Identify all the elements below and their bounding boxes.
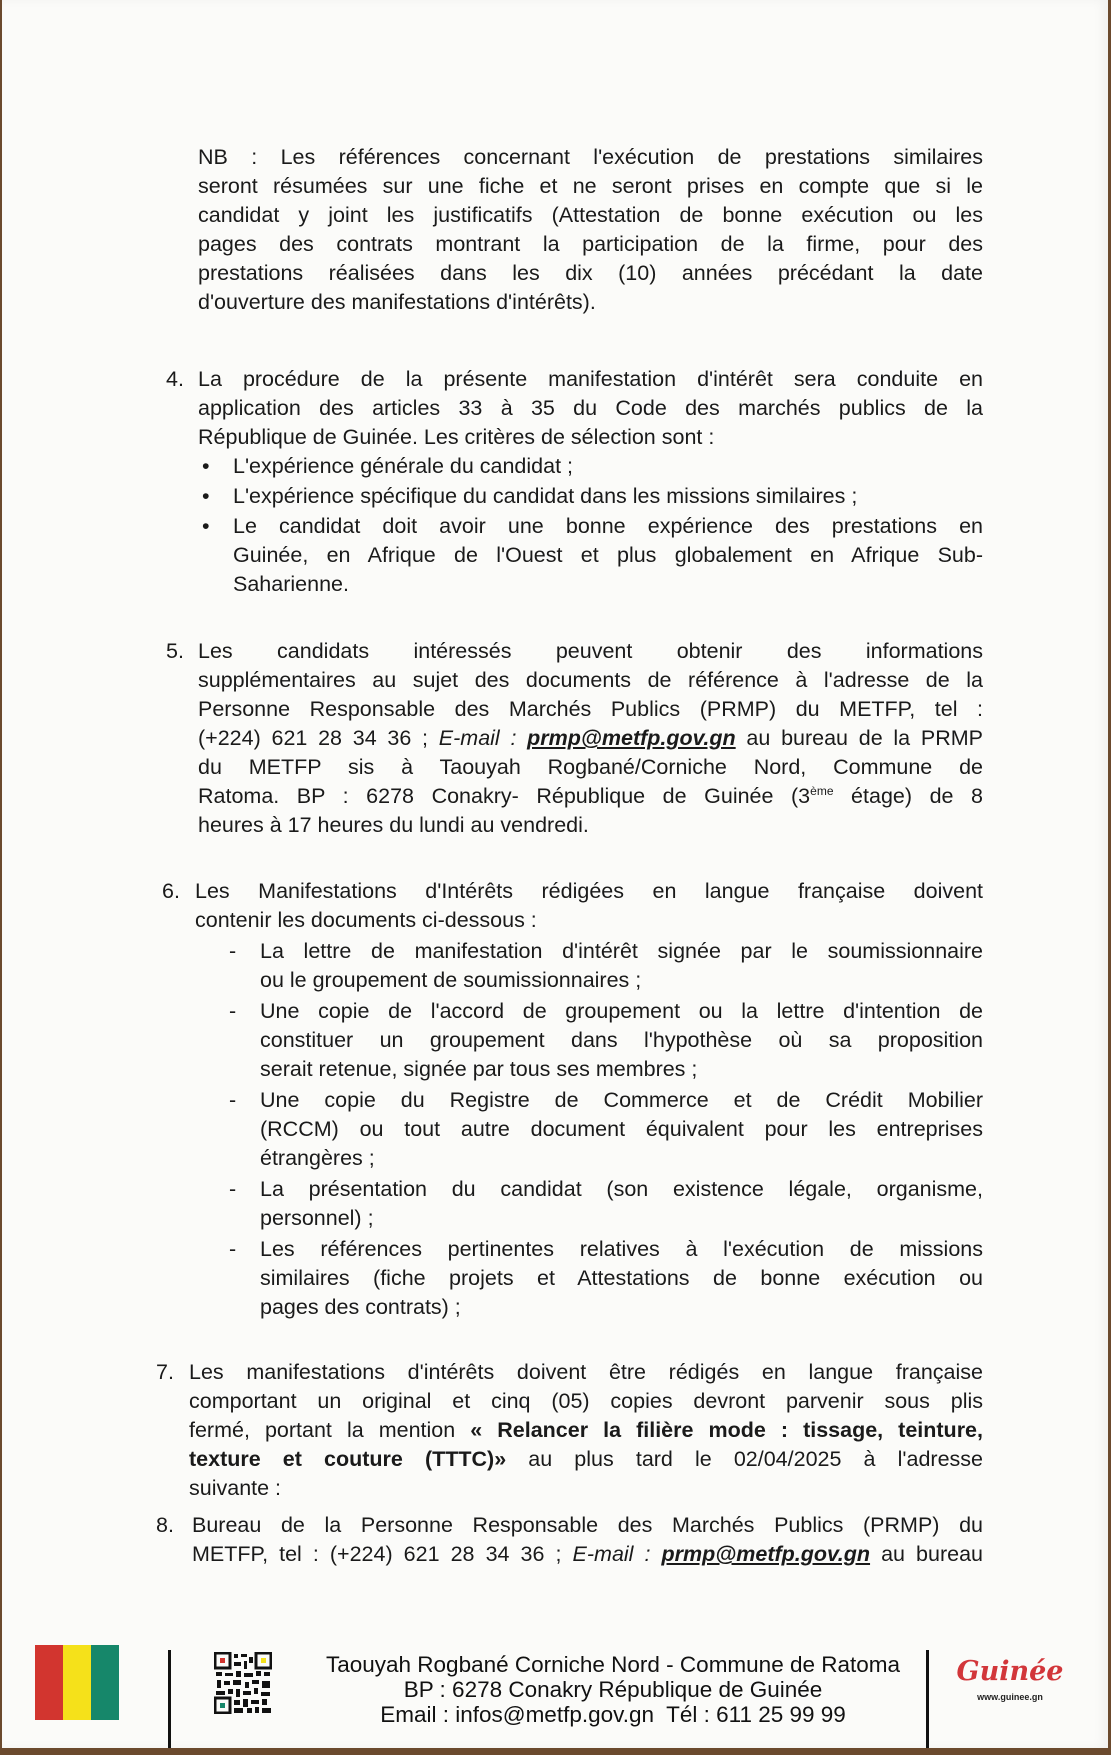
guinee-logo-text: Guinée xyxy=(956,1656,1064,1687)
item-5-line: Les candidats intéressés peuvent obtenir des informations xyxy=(198,639,983,663)
prmp-email-link[interactable]: prmp@metfp.gov.gn xyxy=(661,1542,871,1566)
dash-line: La lettre de manifestation d'intérêt signée par le soumissionnaire xyxy=(260,939,983,963)
document-body xyxy=(2,143,1108,1569)
bullet-line: L'expérience spécifique du candidat dans les missions similaires ; xyxy=(233,484,858,508)
qr-code-icon xyxy=(214,1652,272,1714)
item-6-dash-item xyxy=(195,997,983,1084)
nb-line: seront résumées sur une fiche et ne seront prises en compte que si le xyxy=(198,174,983,198)
dash-icon: - xyxy=(229,939,237,963)
item-7-number: 7. xyxy=(156,1360,174,1384)
dash-line: personnel) ; xyxy=(260,1206,374,1230)
flag-yellow-stripe xyxy=(63,1645,91,1720)
item-5-line: Personne Responsable des Marchés Publics (PRMP) du METFP, tel : xyxy=(198,697,983,721)
item-5-line xyxy=(198,724,983,753)
line-text: METFP, tel : (+224) 621 28 34 36 ; xyxy=(192,1542,573,1566)
bullet-icon: • xyxy=(202,484,210,508)
line-text: Ratoma. BP : 6278 Conakry- République de Guinée (3 xyxy=(198,784,811,808)
superscript: ème xyxy=(810,784,834,798)
item-6-dash-item xyxy=(195,1175,983,1233)
dash-line: constituer un groupement dans l'hypothèse où sa proposition xyxy=(260,1028,983,1052)
email-label: E-mail : xyxy=(572,1542,651,1566)
dash-line: (RCCM) ou tout autre document équivalent pour les entreprises xyxy=(260,1117,983,1141)
item-4-bullet xyxy=(198,452,983,481)
flag-green-stripe xyxy=(91,1645,119,1720)
dash-icon: - xyxy=(229,1237,237,1261)
dash-line: Une copie du Registre de Commerce et de Crédit Mobilier xyxy=(260,1088,983,1112)
mention-title: texture et couture (TTTC)» xyxy=(189,1447,507,1471)
item-4 xyxy=(166,365,983,599)
item-8-line: Bureau de la Personne Responsable des Marchés Publics (PRMP) du xyxy=(192,1513,983,1537)
mention-title: « Relancer la filière mode : tissage, teinture, xyxy=(470,1418,983,1442)
item-4-bullet xyxy=(198,482,983,511)
bullet-line: Le candidat doit avoir une bonne expérience des prestations en xyxy=(233,514,983,538)
bullet-line: L'expérience générale du candidat ; xyxy=(233,454,573,478)
item-6-number: 6. xyxy=(162,879,180,903)
flag-red-stripe xyxy=(35,1645,63,1720)
item-4-bullet xyxy=(198,512,983,599)
bullet-icon: • xyxy=(202,514,210,538)
dash-icon: - xyxy=(229,1177,237,1201)
nb-line: prestations réalisées dans les dix (10) années précédant la date xyxy=(198,261,983,285)
item-7-line: Les manifestations d'intérêts doivent être rédigés en langue française xyxy=(189,1360,983,1384)
item-6-dash-item xyxy=(195,1086,983,1173)
dash-line: Une copie de l'accord de groupement ou la lettre d'intention de xyxy=(260,999,983,1023)
bullet-line: Guinée, en Afrique de l'Ouest et plus globalement en Afrique Sub- xyxy=(233,543,983,567)
footer-address xyxy=(313,1652,913,1727)
item-4-number: 4. xyxy=(166,367,184,391)
item-8 xyxy=(156,1511,983,1569)
footer-divider xyxy=(926,1650,929,1748)
item-6-line: contenir les documents ci-dessous : xyxy=(195,908,537,932)
item-6 xyxy=(162,877,983,1322)
item-6-dash-item xyxy=(195,1235,983,1322)
document-page xyxy=(2,0,1108,1748)
guinee-logo-url[interactable]: www.guinee.gn xyxy=(977,1692,1043,1702)
nb-line: d'ouverture des manifestations d'intérêts). xyxy=(198,290,596,314)
phone-text: (+224) 621 28 34 36 ; xyxy=(198,726,439,750)
dash-line: La présentation du candidat (son existence légale, organisme, xyxy=(260,1177,983,1201)
nb-line: pages des contrats montrant la participation de la firme, pour des xyxy=(198,232,983,256)
item-5-line: du METFP sis à Taouyah Rogbané/Corniche Nord, Commune de xyxy=(198,755,983,779)
item-4-line: application des articles 33 à 35 du Code des marchés publics de la xyxy=(198,396,983,420)
nb-paragraph xyxy=(198,143,983,317)
footer-contact-line: Email : infos@metfp.gov.gn Tél : 611 25 99 99 xyxy=(380,1702,846,1727)
bullet-line: Saharienne. xyxy=(233,572,349,596)
line-text: fermé, portant la mention xyxy=(189,1418,471,1442)
item-7-line: comportant un original et cinq (05) copies devront parvenir sous plis xyxy=(189,1389,983,1413)
item-6-line: Les Manifestations d'Intérêts rédigées en langue française doivent xyxy=(195,879,983,903)
nb-line: candidat y joint les justificatifs (Attestation de bonne exécution ou les xyxy=(198,203,983,227)
line-text: au bureau de la PRMP xyxy=(735,726,983,750)
item-4-line: République de Guinée. Les critères de sélection sont : xyxy=(198,425,715,449)
item-8-line xyxy=(192,1540,983,1569)
item-5-line: supplémentaires au sujet des documents de référence à l'adresse de la xyxy=(198,668,983,692)
line-text: étage) de 8 xyxy=(833,784,983,808)
dash-line: pages des contrats) ; xyxy=(260,1295,461,1319)
item-5-number: 5. xyxy=(166,639,184,663)
dash-line: similaires (fiche projets et Attestations de bonne exécution ou xyxy=(260,1266,983,1290)
nb-line: NB : Les références concernant l'exécution de prestations similaires xyxy=(198,145,983,169)
item-7-line xyxy=(189,1416,983,1445)
line-text: au bureau xyxy=(870,1542,983,1566)
dash-line: étrangères ; xyxy=(260,1146,375,1170)
item-4-line: La procédure de la présente manifestation d'intérêt sera conduite en xyxy=(198,367,983,391)
item-5-line: heures à 17 heures du lundi au vendredi. xyxy=(198,813,589,837)
dash-icon: - xyxy=(229,999,237,1023)
item-8-number: 8. xyxy=(156,1513,174,1537)
item-7 xyxy=(156,1358,983,1503)
bullet-icon: • xyxy=(202,454,210,478)
dash-line: Les références pertinentes relatives à l'exécution de missions xyxy=(260,1237,983,1261)
footer-divider xyxy=(168,1650,171,1748)
prmp-email-link[interactable]: prmp@metfp.gov.gn xyxy=(527,726,736,750)
guinea-flag-icon xyxy=(35,1645,119,1720)
footer-address-line: BP : 6278 Conakry République de Guinée xyxy=(403,1677,823,1702)
footer-address-line: Taouyah Rogbané Corniche Nord - Commune de Ratoma xyxy=(325,1652,901,1677)
item-5-line xyxy=(198,782,983,811)
deadline-text: au plus tard le 02/04/2025 à l'adresse xyxy=(506,1447,983,1471)
item-6-dash-item xyxy=(195,937,983,995)
dash-icon: - xyxy=(229,1088,237,1112)
email-label: E-mail : xyxy=(438,726,517,750)
dash-line: ou le groupement de soumissionnaires ; xyxy=(260,968,642,992)
item-7-line: suivante : xyxy=(189,1476,282,1500)
guinee-logo xyxy=(954,1652,1066,1718)
item-5 xyxy=(166,637,983,840)
item-7-line xyxy=(189,1445,983,1474)
dash-line: serait retenue, signée par tous ses membres ; xyxy=(260,1057,698,1081)
